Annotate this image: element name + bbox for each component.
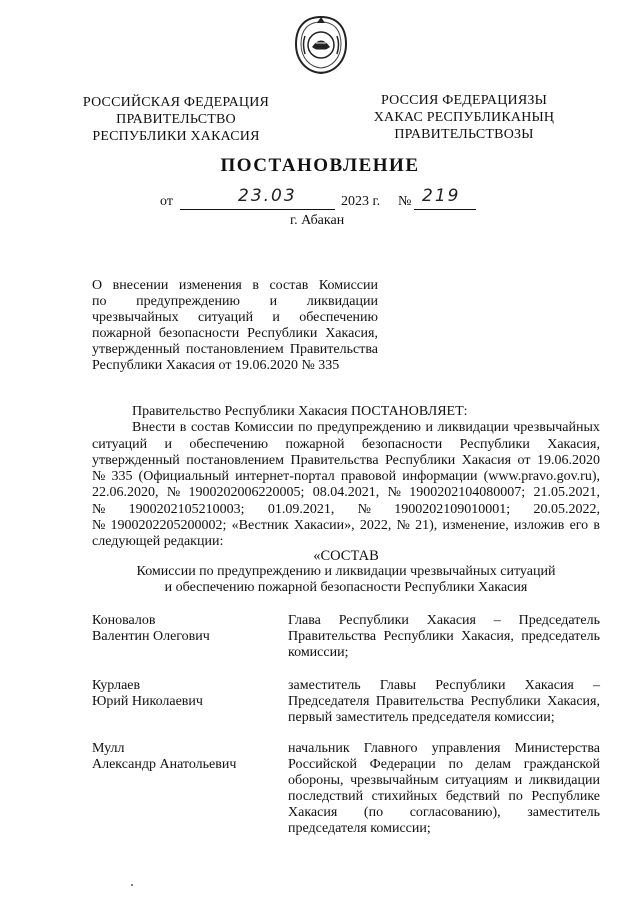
role-line: Хакасия (по согласованию), заместитель: [288, 805, 600, 820]
body-line: № 1900202105210003; 01.09.2021, № 1900202109010001; 20.05.2022,: [92, 501, 600, 517]
member-given-names: Юрий Николаевич: [92, 694, 203, 709]
body-line: 22.06.2020, № 1900202006220005; 08.04.2021, № 1900202104080007; 21.05.2021,: [92, 485, 600, 501]
subject-line: Республики Хакасия от 19.06.2020 № 335: [92, 358, 340, 373]
composition-subheading: [92, 564, 600, 596]
member-surname: Коновалов: [92, 613, 156, 628]
subheading-line: Комиссии по предупреждению и ликвидации чрезвычайных ситуаций: [136, 564, 556, 579]
subject-line: пожарной безопасности Республики Хакасия,: [92, 326, 378, 341]
member-given-names: Александр Анатольевич: [92, 757, 237, 772]
member-name: [92, 741, 272, 773]
year-text: 2023 г.: [341, 194, 381, 209]
member-surname: Курлаев: [92, 678, 141, 693]
header-line: РЕСПУБЛИКИ ХАКАСИЯ: [92, 129, 260, 144]
number-label: №: [398, 194, 412, 209]
body-line: Правительство Республики Хакасия ПОСТАНОВЛЯЕТ:: [132, 404, 468, 419]
header-line: РОССИЯ ФЕДЕРАЦИЯЗЫ: [380, 93, 548, 108]
member-surname: Мулл: [92, 741, 125, 756]
role-line: Российской Федерации по делам гражданской: [288, 757, 600, 772]
handwritten-number: 219: [422, 186, 461, 206]
date-prefix: от: [160, 194, 173, 209]
role-line: комиссии;: [288, 645, 349, 660]
issuer-header-khakas: [366, 92, 562, 143]
role-line: обороны, чрезвычайным ситуациям и ликвидации: [288, 773, 600, 788]
role-line: Глава Республики Хакасия – Председатель: [288, 613, 600, 628]
scan-speck: [131, 884, 133, 886]
body-line: утвержденный постановлением Правительства Республики Хакасия от 19.06.2020: [92, 452, 600, 468]
role-line: последствий стихийных бедствий по Республике: [288, 789, 600, 804]
member-role: [288, 678, 600, 726]
member-role: [288, 613, 600, 661]
subject-line: по предупреждению и ликвидации: [92, 294, 378, 309]
body-line: № 1900202205200002; «Вестник Хакасии», 2022, № 21), изменение, изложив его в: [92, 518, 600, 534]
subject-line: утвержденный постановлением Правительства: [92, 342, 378, 357]
document-title: ПОСТАНОВЛЕНИЕ: [220, 155, 420, 176]
body-line: ситуаций и обеспечению пожарной безопасности Республики Хакасия,: [92, 436, 600, 452]
role-line: первый заместитель председателя комиссии;: [288, 710, 555, 725]
header-line: ХАКАС РЕСПУБЛИКАНЫҢ: [373, 110, 555, 125]
member-name: [92, 678, 272, 710]
handwritten-date: 23.03: [238, 186, 297, 206]
role-line: заместитель Главы Республики Хакасия –: [288, 678, 600, 693]
header-line: ПРАВИТЕЛЬСТВОЗЫ: [394, 127, 534, 142]
role-line: начальник Главного управления Министерства: [288, 741, 600, 756]
member-role: [288, 741, 600, 837]
document-subject: [92, 278, 378, 374]
composition-heading: «СОСТАВ: [313, 548, 379, 564]
role-line: Председателя Правительства Республики Хакасия,: [288, 694, 600, 709]
subject-line: О внесении изменения в состав Комиссии: [92, 278, 378, 293]
city-name: г. Абакан: [290, 213, 345, 228]
issuer-header-russian: [80, 94, 272, 145]
subject-line: чрезвычайных ситуаций и обеспечению: [92, 310, 378, 325]
body-line: Внести в состав Комиссии по предупреждению и ликвидации чрезвычайных: [132, 420, 600, 436]
resolution-body: [92, 404, 600, 551]
coat-of-arms-emblem: [292, 14, 350, 76]
role-line: председателя комиссии;: [288, 821, 431, 836]
body-line: следующей редакции:: [92, 534, 224, 550]
header-line: ПРАВИТЕЛЬСТВО: [116, 112, 236, 127]
role-line: Правительства Республики Хакасия, председатель: [288, 629, 600, 644]
member-given-names: Валентин Олегович: [92, 629, 210, 644]
header-line: РОССИЙСКАЯ ФЕДЕРАЦИЯ: [82, 95, 270, 110]
member-name: [92, 613, 272, 645]
subheading-line: и обеспечению пожарной безопасности Республики Хакасия: [164, 580, 528, 595]
body-line: № 335 (Официальный интернет-портал правовой информации (www.pravo.gov.ru),: [92, 469, 600, 485]
